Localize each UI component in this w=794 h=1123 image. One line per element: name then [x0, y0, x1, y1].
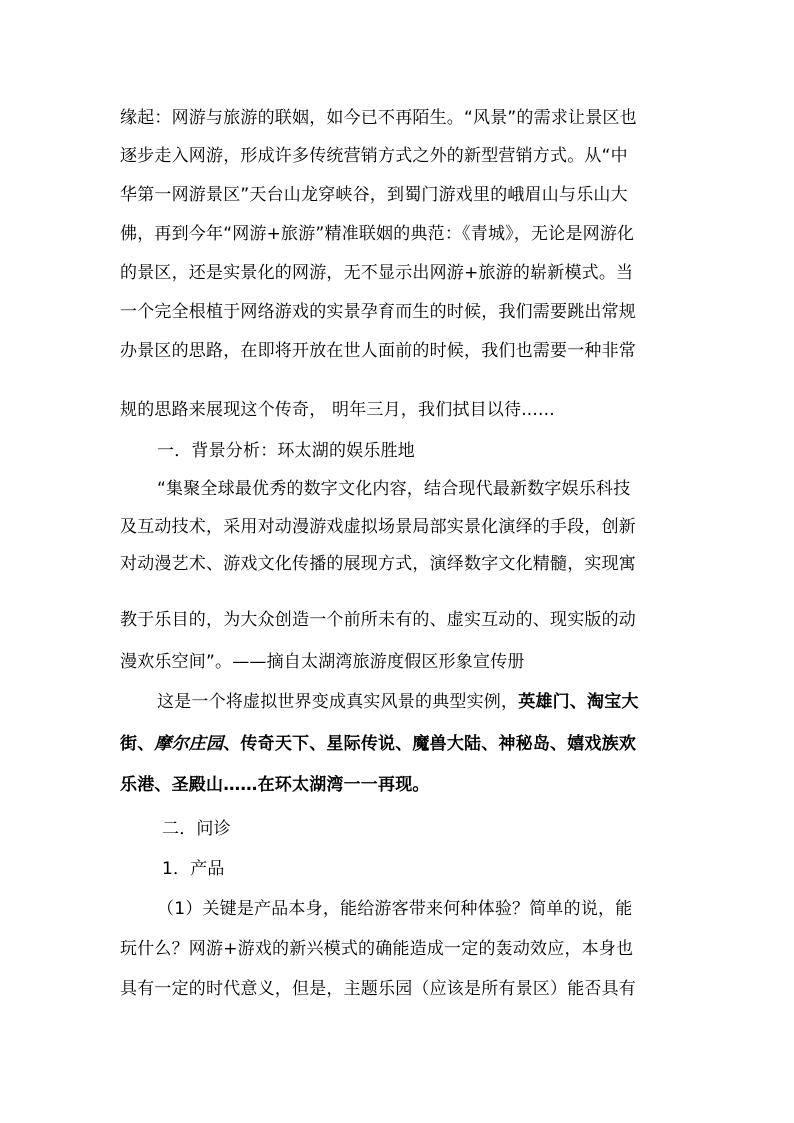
quote-line: 及互动技术，采用对动漫游戏虚拟场景局部实景化演绎的手段，创新: [120, 517, 636, 537]
example-line: [120, 733, 680, 755]
paragraph-line: 华第一网游景区”天台山龙穿峡谷，到蜀门游戏里的峨眉山与乐山大: [120, 185, 628, 205]
example-bold-text: 街、: [120, 734, 155, 754]
example-line: [157, 691, 717, 713]
paragraph-line: 佛，再到今年“网游+旅游”精准联姻的典范：《青城》，无论是网游化: [120, 224, 635, 244]
section-heading: 一．背景分析：环太湖的娱乐胜地: [157, 441, 415, 461]
quote-line: 教于乐目的，为大众创造一个前所未有的、虚实互动的、现实版的动: [120, 610, 636, 630]
example-bold-text: 、传奇天下、星际传说、魔兽大陆、神秘岛、嬉戏族欢: [223, 734, 637, 754]
paragraph-line: 玩什么？网游+游戏的新兴模式的确能造成一定的轰动效应，本身也: [120, 939, 634, 959]
paragraph-line: 规的思路来展现这个传奇， 明年三月，我们拭目以待......: [120, 400, 555, 420]
paragraph-line: 的景区，还是实景化的网游，无不显示出网游+旅游的崭新模式。当: [120, 263, 634, 283]
paragraph-line: 逐步走入网游，形成许多传统营销方式之外的新型营销方式。从“中: [120, 146, 628, 166]
paragraph-line: 缘起：网游与旅游的联姻，如今已不再陌生。“风景”的需求让景区也: [120, 108, 637, 128]
quote-line: “集聚全球最优秀的数字文化内容，结合现代最新数字娱乐科技: [157, 479, 631, 499]
paragraph-line: 具有一定的时代意义，但是，主题乐园（应该是所有景区）能否具有: [120, 979, 636, 999]
section-heading: 二．问诊: [162, 819, 231, 839]
quote-line: 漫欢乐空间”。——摘自太湖湾旅游度假区形象宣传册: [120, 652, 525, 672]
quote-line: 对动漫艺术、游戏文化传播的展现方式，演绎数字文化精髓，实现寓: [120, 554, 636, 574]
example-bold-text: 英雄门、淘宝大: [518, 692, 639, 712]
paragraph-line: 一个完全根植于网络游戏的实景孕育而生的时候，我们需要跳出常规: [120, 302, 636, 322]
paragraph-line: （1）关键是产品本身，能给游客带来何种体验？简单的说，能: [157, 899, 633, 919]
example-intro: 这是一个将虚拟世界变成真实风景的典型实例，: [157, 692, 519, 712]
paragraph-line: 办景区的思路，在即将开放在世人面前的时候，我们也需要一种非常: [120, 341, 636, 361]
subsection-heading: 1．产品: [162, 859, 225, 879]
example-italic-text: 摩尔庄园: [154, 734, 224, 754]
example-line: 乐港、圣殿山……在环太湖湾一一再现。: [120, 775, 430, 795]
